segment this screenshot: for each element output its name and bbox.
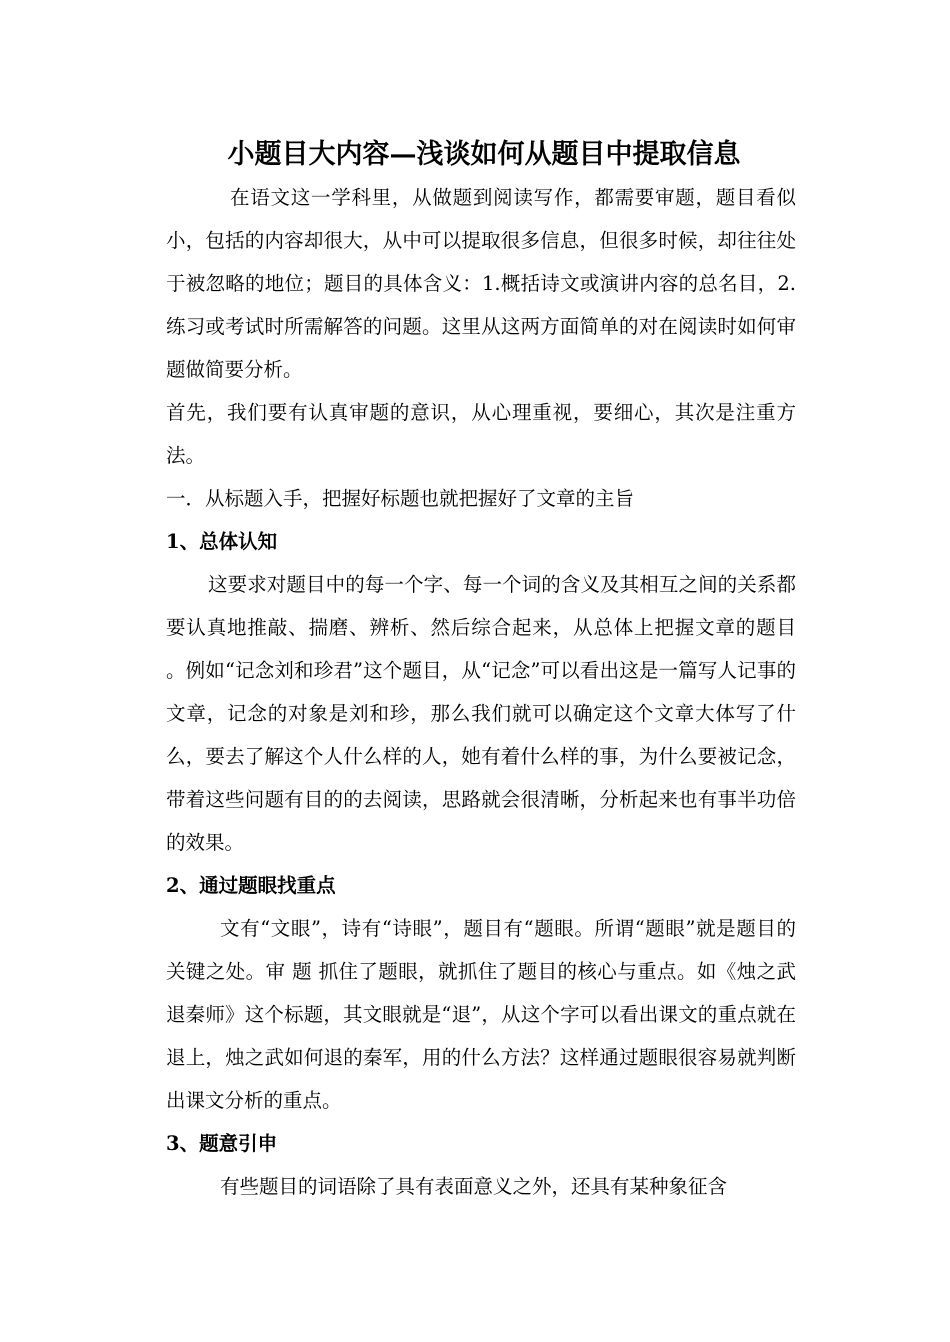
section-one-heading: 一．从标题入手，把握好标题也就把握好了文章的主旨 [166, 487, 635, 510]
subsection-3-heading: 3、题意引申 [166, 1132, 278, 1155]
document-page [166, 136, 796, 1208]
intro-paragraph: 在语文这一学科里，从做题到阅读写作，都需要审题，题目看似小，包括的内容却很大，从中可以提取很多信息，但很多时候，却往往处于被忽略的地位；题目的具体含义：1.概括诗文或演讲内容的总名目，2.练习或考试时所需解答的问题。这里从这两方面简单的对在阅读时如何审题做简要分析。 [166, 186, 796, 381]
subsection-1-body: 这要求对题目中的每一个字、每一个词的含义及其相互之间的关系都要认真地推敲、揣磨、辨析、然后综合起来，从总体上把握文章的题目 。例如“记念刘和珍君”这个题目，从“记念”可以看出这是一篇写人记事的文章，记念的对象是刘和珍，那么我们就可以确定这个文章大体写了什么，要去了解这个人什么样的人，她有着什么样的事，为什么要被记念，带着这些问题有目的的去阅读，思路就会很清晰，分析起来也有事半功倍的效果。 [166, 573, 796, 854]
first-point-paragraph: 首先，我们要有认真审题的意识，从心理重视，要细心，其次是注重方法。 [166, 401, 796, 467]
subsection-3-body: 有些题目的词语除了具有表面意义之外，还具有某种象征含 [220, 1175, 728, 1198]
subsection-1-heading: 1、总体认知 [166, 530, 278, 553]
document-title: 小题目大内容—浅谈如何从题目中提取信息 [227, 139, 741, 170]
subsection-2-body: 文有“文眼”，诗有“诗眼”，题目有“题眼。所谓“题眼”就是题目的关键之处。审 题 抓住了题眼，就抓住了题目的核心与重点。如《烛之武退秦师》这个标题，其文眼就是“退”，从这个字可以看出课文的重点就在退上，烛之武如何退的秦军，用的什么方法？这样通过题眼很容易就判断出课文分析的重点。 [166, 917, 796, 1112]
subsection-2-heading: 2、通过题眼找重点 [166, 874, 336, 897]
